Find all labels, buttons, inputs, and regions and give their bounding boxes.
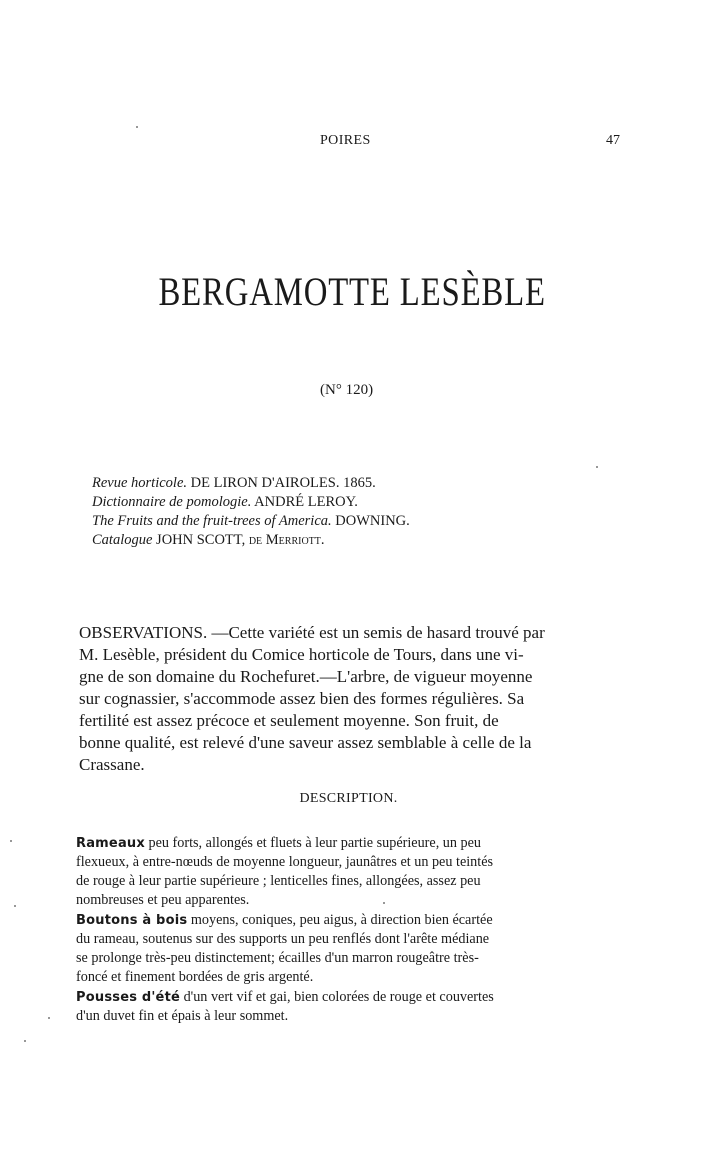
observations-line: gne de son domaine du Rochefuret.—L'arbre, de vigueur moyenne xyxy=(79,667,533,686)
observations-line: Crassane. xyxy=(79,755,145,774)
page-number: 47 xyxy=(606,133,620,148)
observations-line: bonne qualité, est relevé d'une saveur assez semblable à celle de la xyxy=(79,733,532,752)
scan-speck xyxy=(24,1040,26,1042)
observations-line: M. Lesèble, président du Comice horticole de Tours, dans une vi- xyxy=(79,645,524,664)
variety-number: (N° 120) xyxy=(320,382,374,398)
description-line: d'un duvet fin et épais à leur sommet. xyxy=(76,1008,289,1024)
scan-speck xyxy=(596,466,598,468)
reference-source: The Fruits and the fruit-trees of America. xyxy=(92,513,332,529)
description-paragraph-pousses xyxy=(76,988,624,1026)
scan-speck xyxy=(10,840,12,842)
description-line xyxy=(76,834,624,853)
reference-item xyxy=(92,531,652,550)
description-section xyxy=(76,834,624,1027)
reference-author: DE LIRON D'AIROLES. 1865. xyxy=(187,475,376,491)
reference-author: ANDRÉ LEROY. xyxy=(251,494,358,510)
observations-label: OBSERVATIONS. xyxy=(79,623,208,642)
reference-author: JOHN SCOTT, de Merriott. xyxy=(152,532,325,548)
reference-author: DOWNING. xyxy=(331,513,410,529)
description-paragraph-boutons xyxy=(76,911,624,987)
description-line: foncé et finement bordées de gris argenté. xyxy=(76,969,314,985)
description-paragraph-rameaux xyxy=(76,834,624,910)
observations-line: fertilité est assez précoce et seulement moyenne. Son fruit, de xyxy=(79,711,499,730)
reference-source: Catalogue xyxy=(92,532,153,548)
scan-speck xyxy=(136,126,138,128)
description-line: se prolonge très-peu distinctement; écailles d'un marron rougeâtre très- xyxy=(76,950,479,966)
observations-paragraph xyxy=(79,622,624,776)
description-term: Pousses d'été xyxy=(76,990,181,1005)
description-heading: DESCRIPTION. xyxy=(299,791,398,806)
scan-speck xyxy=(14,905,16,907)
scan-speck xyxy=(383,902,385,904)
description-text: moyens, coniques, peu aigus, à direction bien écartée xyxy=(187,912,493,928)
description-line xyxy=(76,911,624,930)
description-line: de rouge à leur partie supérieure ; lenticelles fines, allongées, assez peu xyxy=(76,873,481,889)
scan-speck xyxy=(48,1017,50,1019)
running-head xyxy=(0,133,707,151)
reference-item xyxy=(92,493,652,512)
description-term: Boutons à bois xyxy=(76,913,188,928)
page-title: BERGAMOTTE LESÈBLE xyxy=(158,269,546,314)
description-line xyxy=(76,988,624,1007)
references-list xyxy=(92,474,652,550)
description-line: flexueux, à entre-nœuds de moyenne longueur, jaunâtres et un peu teintés xyxy=(76,854,494,870)
reference-item xyxy=(92,474,652,493)
observations-line xyxy=(79,622,624,644)
observations-line: sur cognassier, s'accommode assez bien des formes régulières. Sa xyxy=(79,689,525,708)
description-line: du rameau, soutenus sur des supports un peu renflés dont l'arête médiane xyxy=(76,931,490,947)
reference-item xyxy=(92,512,652,531)
description-text: d'un vert vif et gai, bien colorées de rouge et couvertes xyxy=(180,989,494,1005)
description-line: nombreuses et peu apparentes. xyxy=(76,892,250,908)
running-title: POIRES xyxy=(320,133,371,148)
reference-source: Revue horticole. xyxy=(92,475,188,491)
reference-source: Dictionnaire de pomologie. xyxy=(92,494,252,510)
observations-text: —Cette variété est un semis de hasard trouvé par xyxy=(207,623,545,642)
description-text: peu forts, allongés et fluets à leur partie supérieure, un peu xyxy=(144,835,482,851)
description-term: Rameaux xyxy=(76,836,145,851)
